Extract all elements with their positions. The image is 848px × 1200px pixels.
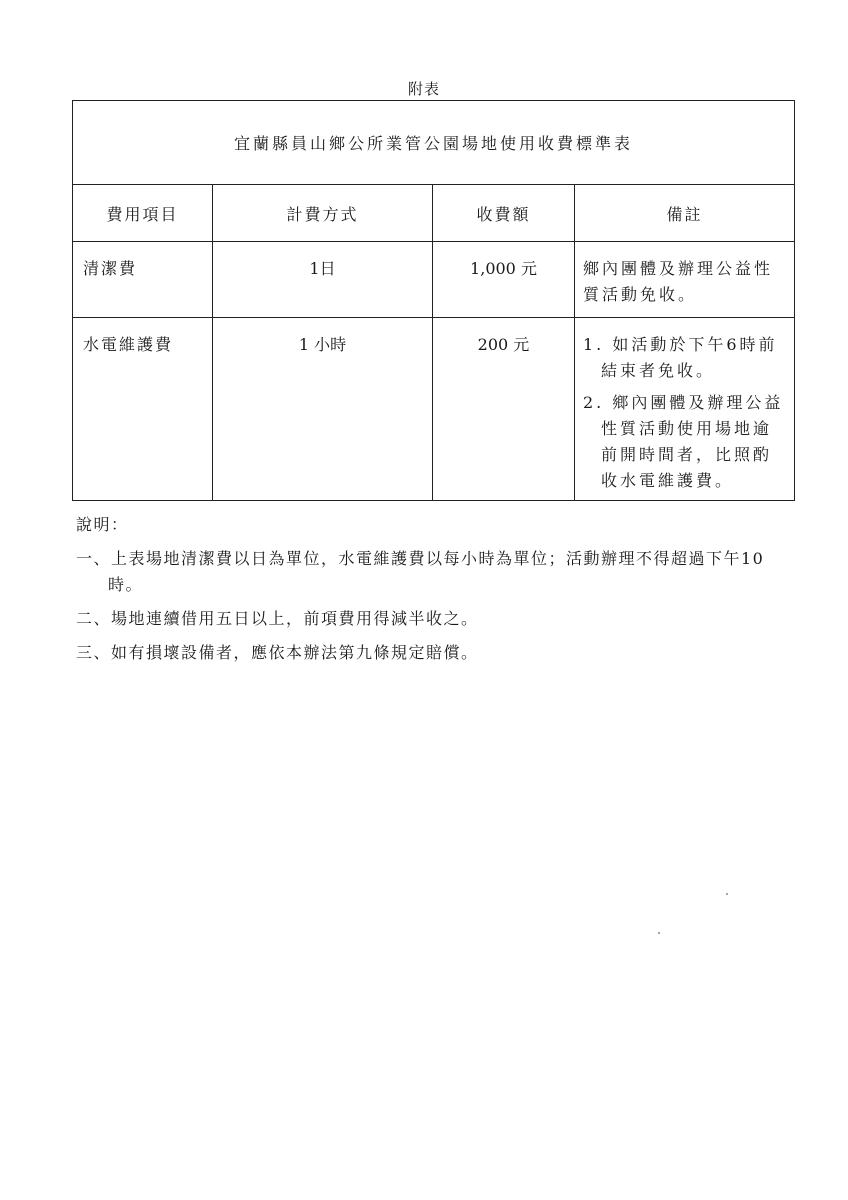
billing-method-cell: 1日	[213, 242, 433, 318]
header-remarks: 備註	[575, 185, 795, 242]
fee-standard-table	[72, 100, 795, 501]
scan-speck	[726, 893, 728, 895]
fee-item-cell: 水電維護費	[73, 318, 213, 501]
notes-section	[76, 512, 796, 674]
scan-speck	[658, 932, 660, 934]
remark-item: 2. 鄉內團體及辦理公益性質活動使用場地逾前開時間者，比照酌收水電維護費。	[583, 393, 784, 490]
remark-item: 1. 如活動於下午6時前結束者免收。	[583, 335, 778, 380]
remark-text: 鄉內團體及辦理公益性質活動免收。	[583, 259, 774, 304]
amount-cell: 1,000 元	[433, 242, 575, 318]
remarks-cell	[575, 318, 795, 501]
remarks-cell	[575, 242, 795, 318]
notes-heading: 說明：	[76, 515, 129, 534]
note-item: 二、場地連續借用五日以上，前項費用得減半收之。	[76, 609, 479, 628]
fee-item-cell: 清潔費	[73, 242, 213, 318]
table-row	[73, 318, 795, 501]
header-billing-method: 計費方式	[213, 185, 433, 242]
billing-method-cell: 1 小時	[213, 318, 433, 501]
attachment-label: 附表	[407, 80, 440, 98]
note-item: 三、如有損壞設備者，應依本辦法第九條規定賠償。	[76, 643, 479, 662]
header-amount: 收費額	[433, 185, 575, 242]
header-fee-item: 費用項目	[73, 185, 213, 242]
amount-cell: 200 元	[433, 318, 575, 501]
table-row	[73, 242, 795, 318]
table-title: 宜蘭縣員山鄉公所業管公園場地使用收費標準表	[73, 101, 795, 185]
note-item: 一、上表場地清潔費以日為單位，水電維護費以每小時為單位；活動辦理不得超過下午10時。	[76, 549, 765, 594]
